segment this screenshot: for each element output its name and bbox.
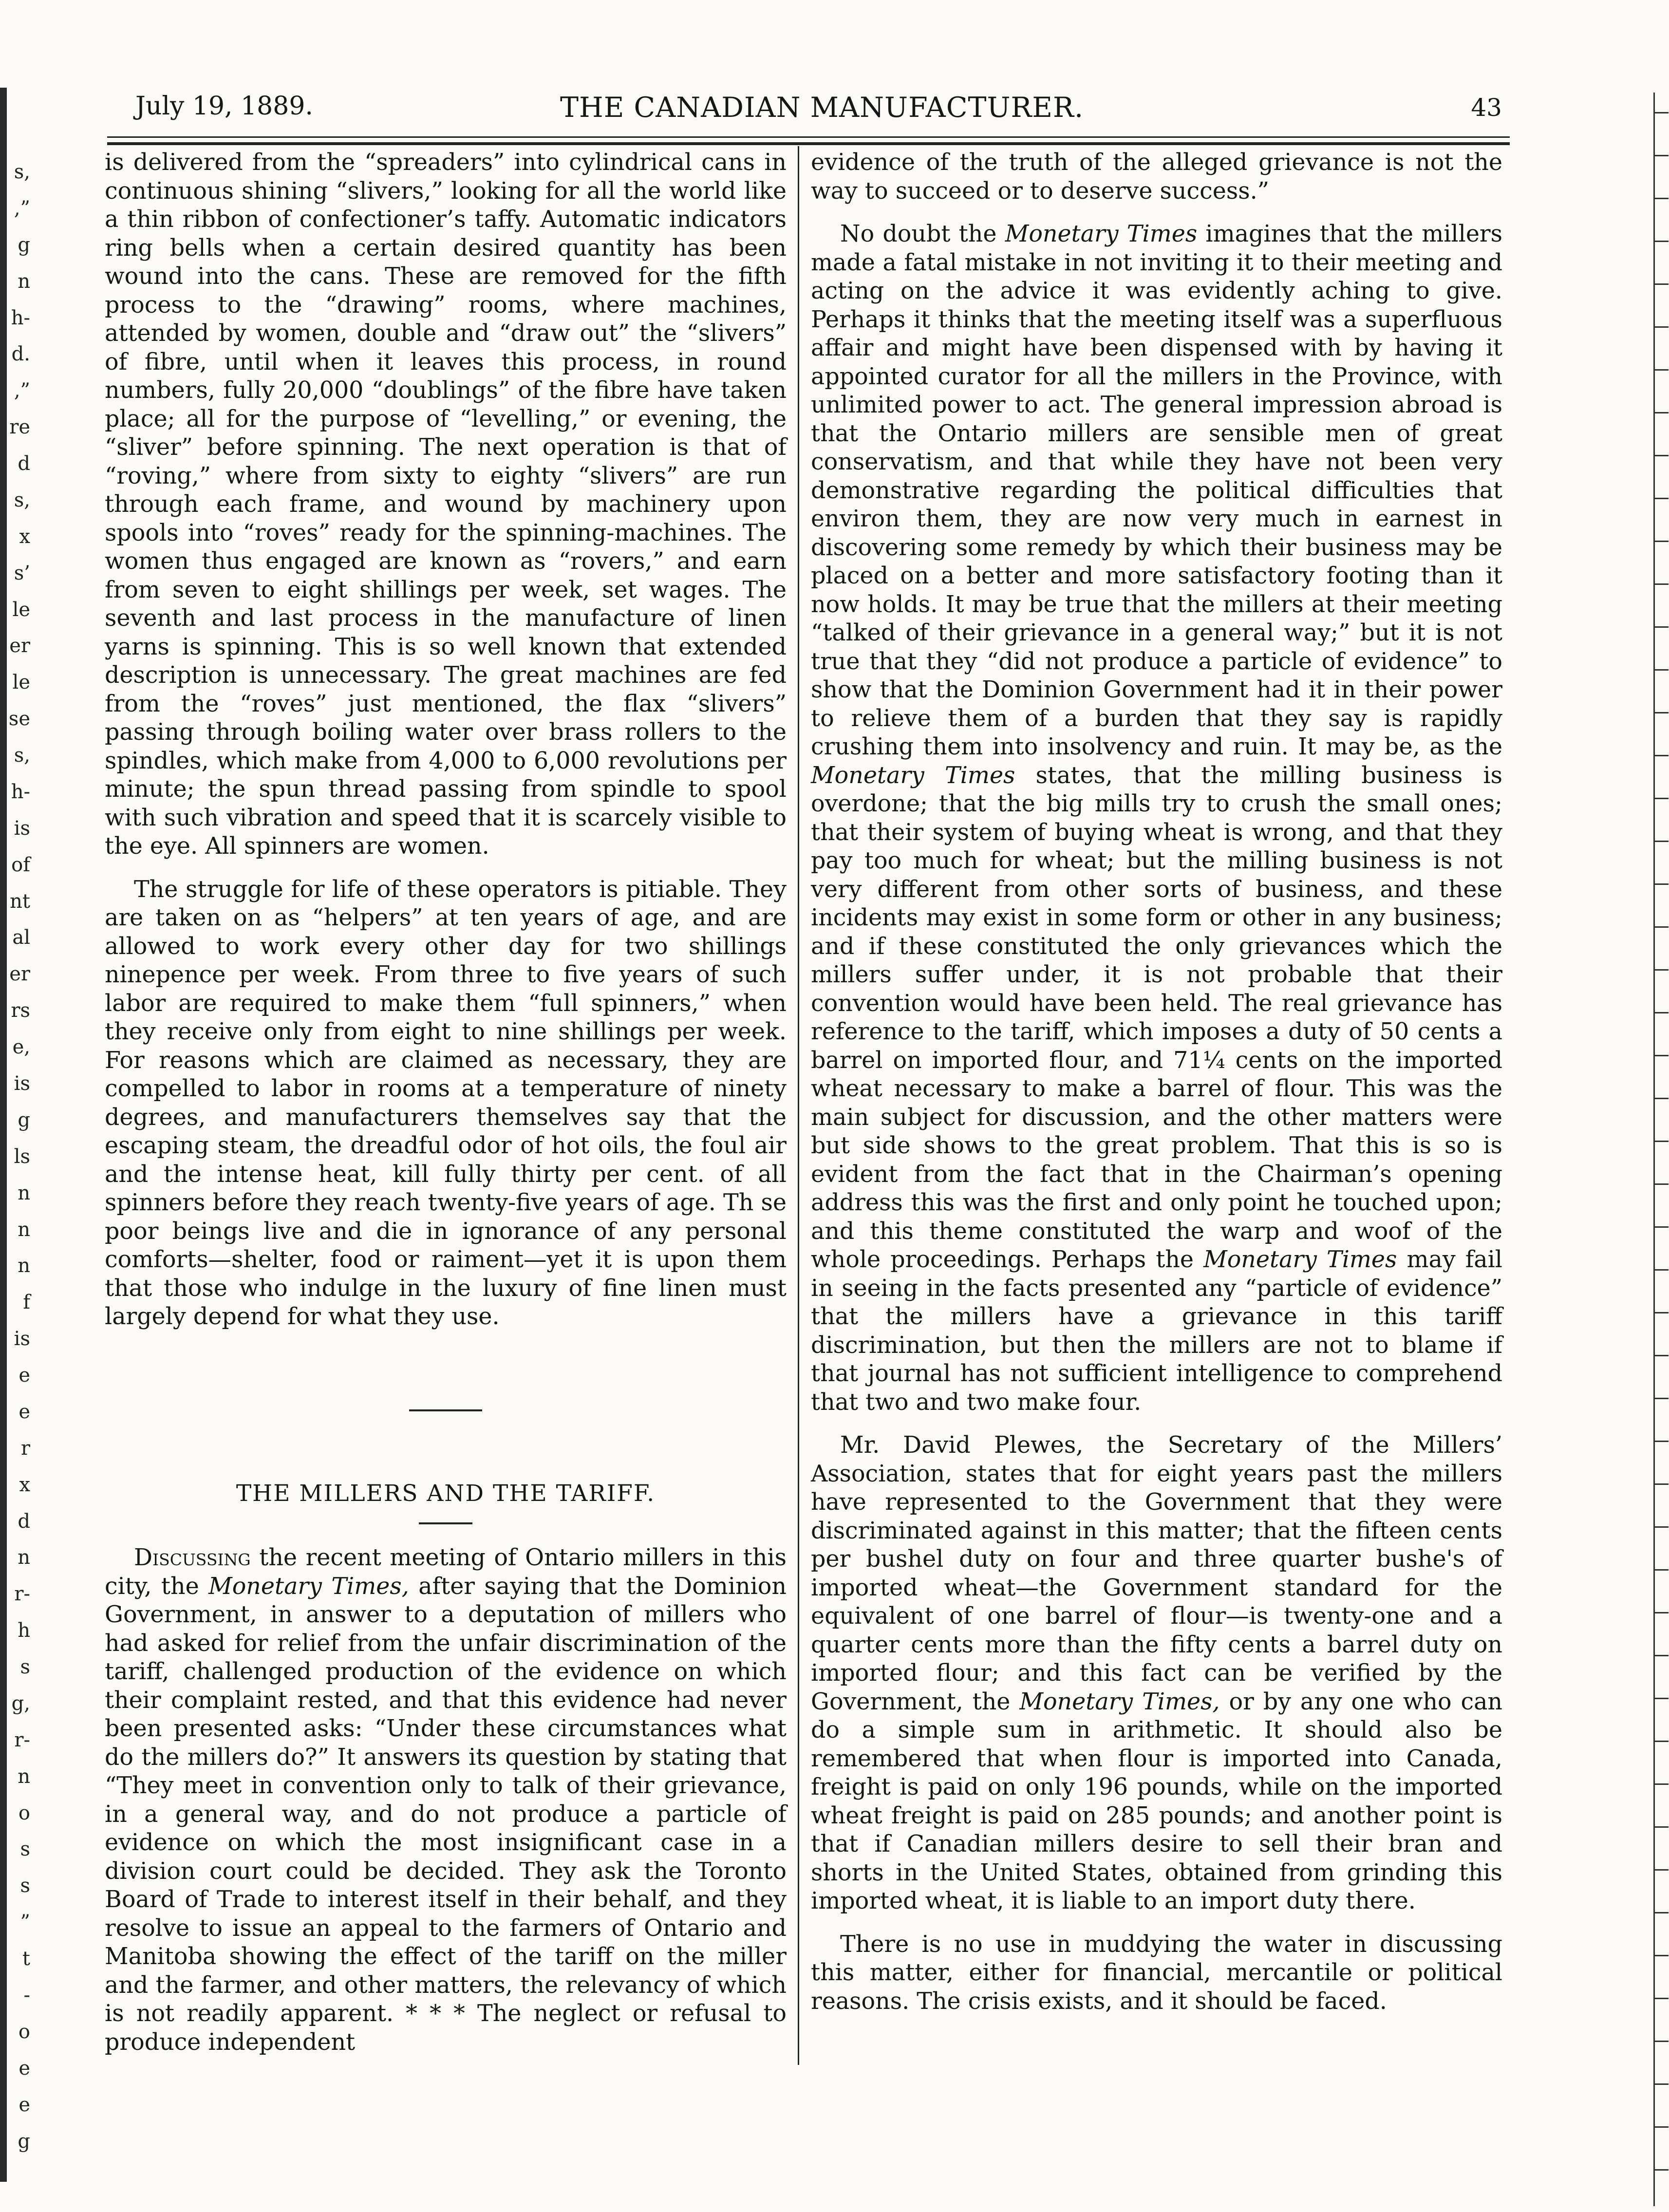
margin-fragment: n (18, 1765, 30, 1788)
ruler-tick (1655, 1055, 1669, 1056)
margin-fragment: e (19, 2093, 30, 2116)
ruler-tick (1655, 541, 1669, 542)
margin-fragment: of (11, 853, 30, 876)
ruler-tick (1655, 1998, 1669, 1999)
ruler-tick (1655, 1783, 1669, 1785)
margin-fragment: ls (14, 1145, 30, 1168)
margin-fragment: d (18, 452, 30, 475)
margin-fragment: n (18, 1181, 30, 1204)
ruler-tick (1655, 498, 1669, 499)
margin-fragment: nt (10, 890, 30, 913)
ruler-tick (1655, 1612, 1669, 1613)
margin-fragment: o (18, 1801, 30, 1824)
ruler-tick (1655, 755, 1669, 756)
ruler-tick (1655, 1012, 1669, 1013)
margin-fragment: e, (12, 1036, 30, 1059)
margin-fragment: h (18, 1619, 30, 1642)
ruler-tick (1655, 1826, 1669, 1828)
ruler-tick (1655, 1269, 1669, 1271)
margin-fragment: o (18, 2020, 30, 2043)
ruler-tick (1655, 2041, 1669, 2042)
margin-fragment: r (20, 1437, 30, 1460)
ruler-tick (1655, 1483, 1669, 1485)
ruler-tick (1655, 1655, 1669, 1656)
ruler-tick (1655, 241, 1669, 242)
ruler-tick (1655, 1226, 1669, 1228)
margin-fragment: d. (11, 343, 30, 366)
margin-fragment: r- (14, 1728, 30, 1751)
article-lead-word: Discussing (134, 1544, 251, 1571)
margin-fragment: h- (11, 306, 30, 329)
margin-fragment: f (23, 1291, 30, 1314)
column-divider (798, 146, 799, 2065)
ruler-tick (1655, 326, 1669, 328)
margin-fragment: s (20, 1838, 30, 1861)
ruler-tick (1655, 369, 1669, 371)
publication-ref: Monetary Times (811, 762, 1015, 789)
ruler-tick (1655, 2169, 1669, 2171)
margin-fragment: s, (14, 161, 30, 183)
ruler-tick (1655, 412, 1669, 413)
publication-ref: Monetary Times, (208, 1573, 409, 1600)
ruler-tick (1655, 969, 1669, 971)
publication-ref: Monetary Times, (1019, 1688, 1220, 1715)
ruler-tick (1655, 1869, 1669, 1871)
ruler-tick (1655, 798, 1669, 799)
ruler-tick (1655, 669, 1669, 671)
margin-fragment: s’ (14, 562, 30, 584)
article-paragraph-4: There is no use in muddying the water in discussing this matter, either for financial, mercantile or political reasons. The crisis exists, and it should be faced. (811, 1931, 1502, 2015)
ruler-tick (1655, 1526, 1669, 1528)
ruler-tick (1655, 1698, 1669, 1699)
margin-fragment: n (18, 1218, 30, 1241)
margin-fragment: s, (14, 744, 30, 767)
margin-fragment: ,” (14, 379, 30, 402)
ruler-tick (1655, 1955, 1669, 1956)
ruler-tick (1655, 926, 1669, 928)
article-paragraph-2: No doubt the Monetary Times imagines that the millers made a fatal mistake in not inviting it to their meeting and acting on the advice it was evidently aching to give. Perhaps it thinks that the meeting itself was a superfluous affair and might have been dispensed with by having it appointed curator for all the millers in the Province, with unlimited power to act. The general impression abroad is that the Ontario millers are sensible men of great conservatism, and that while they have not been very demonstrative regarding the political difficulties that environ them, they are now very much in earnest in discovering some remedy by which their business may be placed on a better and more satisfactory footing than it now holds. It may be true that the millers at their meeting “talked of their grievance in a general way;” but it is not true that they “did not produce a particle of evidence” to show that the Dominion Government had it in their power to relieve them of a burden that they say is rapidly crushing them into insolvency and ruin. It may be, as the Monetary Times states, that the milling business is overdone; that the big mills try to crush the small ones; that their system of buying wheat is wrong, and that they pay too much for wheat; but the milling business is not very different from other sorts of business, and these incidents may exist in some form or other in any business; and if these constituted the only grievances which the millers suffer under, it is not probable that their convention would have been held. The real grievance has reference to the tariff, which imposes a duty of 50 cents a barrel on imported flour, and 71¼ cents on the imported wheat necessary to make a barrel of flour. This was the main subject for discussion, and the other matters were but side shows to the great problem. That this is so is evident from the fact that in the Chairman’s opening address this was the first and only point he touched upon; and this theme constituted the warp and woof of the whole proceedings. Perhaps the Monetary Times may fail in seeing in the facts presented any “particle of evidence” that the millers have a grievance in this tariff discrimination, but then the millers are not to blame if that journal has not sufficient intelligence to comprehend that two and two make four. (811, 221, 1503, 1416)
publication-ref: Monetary Times (1203, 1246, 1397, 1273)
margin-fragment: s (20, 1656, 30, 1679)
previous-page-fragments (0, 88, 34, 2182)
ruler-tick (1655, 2126, 1669, 2128)
page-number: 43 (1471, 94, 1502, 122)
header-rule-thin (107, 136, 1510, 138)
margin-fragment: n (18, 1546, 30, 1569)
margin-fragment: is (14, 817, 30, 840)
article-paragraph-3: Mr. David Plewes, the Secretary of the Millers’ Association, states that for eight years past the millers have represented to the Government that they were discriminated against in this matter; that the fifteen cents per bushel duty on four and three quarter bushe's of imported wheat—the Government standard for the equivalent of one barrel of flour—is twenty-one and a quarter cents more than the fifty cents a barrel duty on imported flour; and this fact can be verified by the Government, the Monetary Times, or by any one who can do a simple sum in arithmetic. It should also be remembered that when flour is imported into Canada, freight is paid on only 196 pounds, while on the imported wheat freight is paid on 285 pounds; and another point is that if Canadian millers desire to sell their bran and shorts in the United States, obtained from grinding this imported wheat, it is liable to an import duty there. (811, 1432, 1503, 1914)
ruler-tick (1655, 1741, 1669, 1742)
ruler-tick (1655, 883, 1669, 885)
margin-fragment: g (18, 2130, 30, 2153)
margin-fragment: n (18, 1255, 30, 1277)
ruler-tick (1655, 283, 1669, 285)
margin-fragment: ” (20, 1911, 30, 1934)
margin-fragment: er (9, 963, 30, 986)
margin-fragment: ,” (14, 197, 30, 220)
margin-fragment: le (12, 671, 30, 694)
margin-fragment: se (8, 708, 30, 731)
ruler-tick (1655, 112, 1669, 113)
margin-fragment: e (19, 1400, 30, 1423)
ruler-tick (1655, 841, 1669, 842)
ruler-tick (1655, 155, 1669, 156)
left-column (105, 149, 787, 2057)
margin-fragment: is (14, 1328, 30, 1350)
ruler-tick (1655, 1355, 1669, 1356)
margin-fragment: g (18, 1108, 30, 1131)
publication-ref: Monetary Times (1005, 221, 1198, 247)
margin-fragment: e (19, 2057, 30, 2080)
publication-title: THE CANADIAN MANUFACTURER. (560, 92, 1084, 124)
margin-fragment: d (18, 1510, 30, 1533)
margin-fragment: g (18, 233, 30, 256)
margin-fragment: er (9, 635, 30, 657)
margin-fragment: t (22, 1948, 30, 1970)
linen-paragraph-2: The struggle for life of these operators is pitiable. They are taken on as “helpers” at ten years of age, and are allowed to work every other day for two shillings ninepence per week. From three to five years of such labor are required to make them “full spinners,” when they receive only from eight to nine shillings per week. For reasons which are claimed as necessary, they are compelled to labor in rooms at a temperature of ninety degrees, and manufacturers themselves say that the escaping steam, the dreadful odor of hot oils, the foul air and the intense heat, kill fully thirty per cent. of all spinners before they reach twenty-five years of age. Th se poor beings live and die in ignorance of any personal comforts—shelter, food or raiment—yet it is upon them that those who indulge in the luxury of fine linen must largely depend for what they use. (105, 876, 787, 1330)
margin-fragment: s, (14, 488, 30, 511)
margin-fragment: is (14, 1072, 30, 1095)
ruler-tick (1655, 1098, 1669, 1099)
margin-fragment: n (18, 270, 30, 293)
scan-ruler (1653, 93, 1669, 2206)
article-paragraph-1: Discussing the recent meeting of Ontario millers in this city, the Monetary Times, after saying that the Dominion Government, in answer to a deputation of millers who had asked for relief from the unfair discrimination of the tariff, challenged production of the evidence on which their complaint rested, and that this evidence had never been presented asks: “Under these circumstances what do the millers do?” It answers its question by stating that “They meet in convention only to talk of their grievance, in a general way, and do not produce a particle of evidence on which the most insignificant case in a division court could be decided. They ask the Toronto Board of Trade to interest itself in their behalf, and they resolve to issue an appeal to the farmers of Ontario and Manitoba showing the effect of the tariff on the miller and the farmer, and other matters, the relevancy of which is not readily apparent. * * * The neglect or refusal to produce independent (105, 1544, 787, 2056)
margin-fragment: - (23, 1984, 30, 2006)
linen-paragraph-1: is delivered from the “spreaders” into cylindrical cans in continuous shining “slivers,” looking for all the world like a thin ribbon of confectioner’s taffy. Automatic indicators ring bells when a certain desired quantity has been wound into the cans. These are removed for the fifth process to the “drawing” rooms, where machines, attended by women, double and “draw out” the “slivers” of fibre, until when it leaves this process, in round numbers, fully 20,000 “doublings” of the fibre have taken place; all for the purpose of “levelling,” or evening, the “sliver” before spinning. The next operation is that of “roving,” where from sixty to eighty “slivers” are run through each frame, and wound by machinery upon spools into “roves” ready for the spinning-machines. The women thus engaged are known as “rovers,” and earn from seven to eight shillings per week, set wages. The seventh and last process in the manufacture of linen yarns is spinning. This is so well known that extended description is unnecessary. The great machines are fed from the “roves” just mentioned, the flax “slivers” passing through boiling water over brass rollers to the spindles, which make from 4,000 to 6,000 revolutions per minute; the spun thread passing from spindle to spool with such vibration and speed that it is scarcely visible to the eye. All spinners are women. (105, 149, 787, 860)
header-rule-thick (107, 142, 1510, 145)
margin-fragment: r- (14, 1583, 30, 1606)
margin-fragment: rs (11, 999, 30, 1022)
article-headline: THE MILLERS AND THE TARIFF. (236, 1480, 656, 1507)
ruler-tick (1655, 1141, 1669, 1142)
ruler-tick (1655, 455, 1669, 456)
margin-fragment: s (20, 1875, 30, 1897)
ruler-tick (1655, 1569, 1669, 1571)
ruler-tick (1655, 712, 1669, 713)
margin-fragment: h- (11, 780, 30, 803)
ruler-tick (1655, 1398, 1669, 1399)
ruler-tick (1655, 2083, 1669, 2085)
ruler-tick (1655, 198, 1669, 199)
ruler-tick (1655, 1183, 1669, 1185)
margin-fragment: al (12, 926, 30, 949)
margin-fragment: re (9, 416, 30, 439)
ruler-tick (1655, 1441, 1669, 1442)
ruler-tick (1655, 626, 1669, 628)
issue-date: July 19, 1889. (135, 92, 313, 121)
margin-fragment: x (19, 525, 30, 548)
margin-fragment: x (19, 1473, 30, 1496)
right-column (811, 149, 1502, 2016)
margin-fragment: e (19, 1364, 30, 1387)
running-head (131, 87, 1505, 131)
ruler-tick (1655, 1312, 1669, 1313)
margin-fragment: g, (11, 1692, 30, 1715)
margin-fragment: le (12, 598, 30, 621)
ruler-tick (1655, 583, 1669, 585)
article-continuation: evidence of the truth of the alleged grievance is not the way to succeed or to deserve success.” (811, 149, 1502, 205)
ruler-tick (1655, 1912, 1669, 1913)
